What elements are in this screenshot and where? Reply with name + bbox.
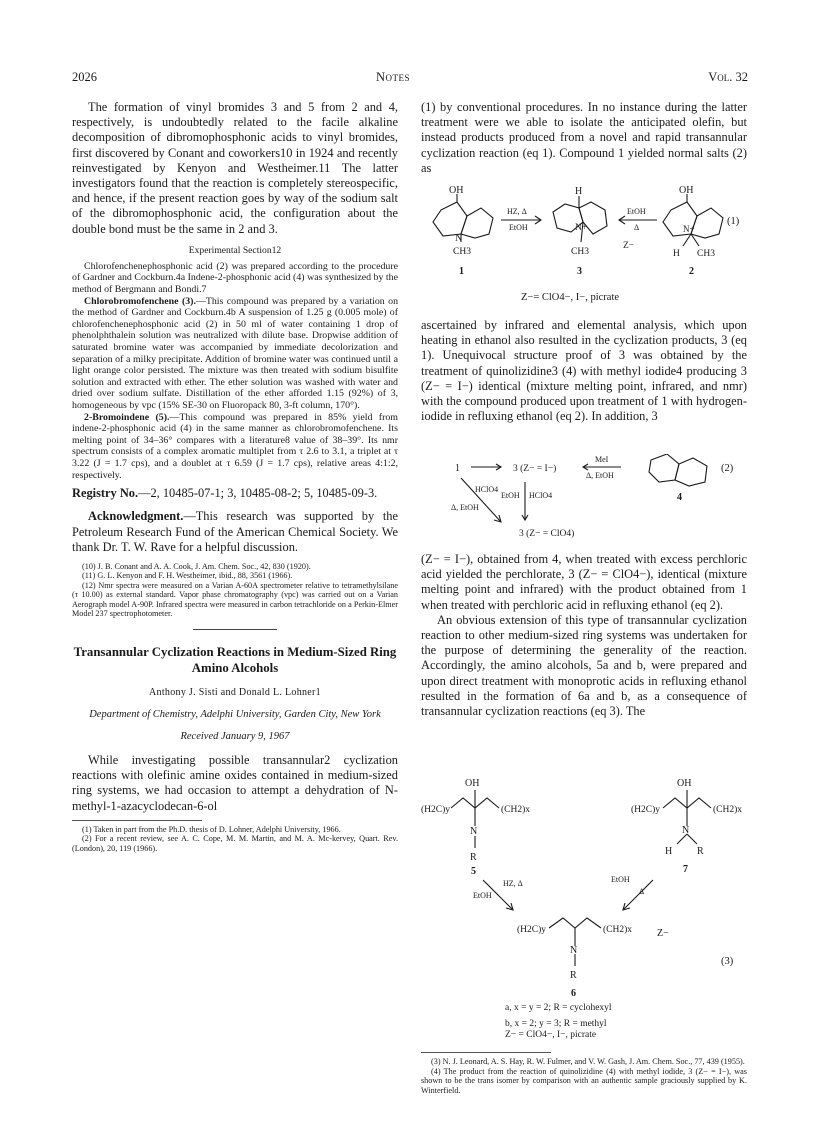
article-authors: Anthony J. Sisti and Donald L. Lohner1 <box>149 686 321 698</box>
experimental-paragraph-1: Chlorofenchenephosphonic acid (2) was prepared according to the procedure of Gardner and Cockburn.4a Indene-2-phosphonic acid (4) was synthesized by the method of Bergmann and Bondi.7 <box>72 260 398 296</box>
registry-text: —2, 10485-07-1; 3, 10485-08-2; 5, 10485-09-3. <box>138 486 378 501</box>
equation-1-scheme <box>421 186 747 314</box>
equation-2-scheme <box>421 454 747 546</box>
eq2-compound-1: 1 <box>455 463 460 474</box>
volume: Vol. 32 <box>708 70 748 84</box>
eq3-n-c: N <box>570 945 578 956</box>
acknowledgment-label: Acknowledgment. <box>88 509 184 524</box>
right-footnote-rule <box>421 1052 551 1053</box>
page-header <box>72 70 748 88</box>
eq3-definition-b: b, x = 2; y = 3; R = methyl <box>505 1019 607 1029</box>
eq1-oh-right: OH <box>679 186 694 196</box>
eq1-label-3: 3 <box>577 266 582 277</box>
references-list <box>72 562 398 619</box>
eq3-number: (3) <box>721 956 734 967</box>
right-paragraph-1: (1) by conventional procedures. In no instance during the latter treatment were we able to isolate the anticipated olefin, but instead products produced from a novel and rapid transannular cyclization reaction (eq 1). Compound 1 yielded normal salts (2) as <box>421 100 747 175</box>
eq2-etoh-a: Δ, EtOH <box>451 503 479 512</box>
eq2-hclo4-b: HClO4 <box>529 491 553 500</box>
eq1-label-1: 1 <box>459 266 464 277</box>
eq2-compound-3b: 3 (Z− = ClO4) <box>519 529 575 539</box>
experimental-heading: Experimental Section12 <box>188 244 282 256</box>
eq1-reagent-right: EtOH <box>627 207 646 216</box>
right-paragraph-3: (Z− = I−), obtained from 4, when treated with excess perchloric acid yielded the perchlorate, 3 (Z− = ClO4−), identical (mixture melting point and infrared) with the product obtained from 1 when treated with perchloric acid in refluxing ethanol (eq 2). <box>421 552 747 612</box>
footnote-rule <box>72 820 202 821</box>
eq1-n-right: N+ <box>683 224 695 234</box>
eq3-definition-a: a, x = y = 2; R = cyclohexyl <box>505 1003 612 1013</box>
eq2-compound-3a: 3 (Z− = I−) <box>513 464 557 474</box>
compound-5-label: 2-Bromoindene (5). <box>84 411 170 423</box>
eq2-hclo4-a: HClO4 <box>475 485 499 494</box>
article-title: Transannular Cyclization Reactions in Medium-Sized Ring Amino Alcohols <box>73 644 397 675</box>
eq1-n-plus: N+ <box>575 223 588 233</box>
eq1-reagent-left: HZ, Δ <box>507 207 527 216</box>
eq1-h-right: H <box>673 249 680 259</box>
experimental-paragraph-3 <box>72 412 398 482</box>
eq3-n-a: N <box>470 826 478 837</box>
eq3-label-5: 5 <box>471 866 476 877</box>
eq3-n-b: N <box>682 825 690 836</box>
eq3-ring-c-right: (CH2)x <box>603 925 633 935</box>
ring-4a <box>649 454 679 482</box>
right-column <box>421 100 747 176</box>
registry-paragraph <box>72 486 398 501</box>
eq1-ch3-left: CH3 <box>453 247 471 257</box>
eq1-h-mid: H <box>575 186 583 197</box>
right-paragraph-2: ascertained by infrared and elemental analysis, which upon heating in ethanol also resulted in the cyclization products, 3 (eq 1). Unequivocal structure proof of 3 was obtained by the treatment of quinolizidine3 (4) with methyl iodide4 producing 3 (Z− = I−) identical (mixture melting point, infrared, and nmr) with the compound produced upon treatment of 1 with hydrogen-iodide in refluxing ethanol (eq 2). In addition, 3 <box>421 318 747 424</box>
eq3-ring-b-left: (H2C)y <box>631 805 661 815</box>
eq3-ring-a-right: (CH2)x <box>501 805 531 815</box>
eq1-number: (1) <box>727 216 740 227</box>
footnote-3: (3) N. J. Leonard, A. S. Hay, R. W. Fulmer, and V. W. Gash, J. Am. Chem. Soc., 77, 439 (1955). <box>431 1057 745 1066</box>
eq1-ch3-mid: CH3 <box>571 247 589 257</box>
right-block-2 <box>421 318 747 424</box>
eq3-definitions <box>421 1019 747 1041</box>
eq3-ring-b-right: (CH2)x <box>713 805 743 815</box>
reference-12: (12) Nmr spectra were measured on a Varian A-60A spectrometer relative to tetramethylsilane (τ 10.00) as external standard. Vapor phase chromatography (vpc) was carried out on a Varian Aerograph model A-90P. Infrared spectra were measured in carbon tetrachloride on a Perkin-Elmer Model 237 spectrophotometer. <box>72 580 398 619</box>
eq2-conditions: Δ, EtOH <box>586 471 614 480</box>
registry-label: Registry No. <box>72 486 139 501</box>
acknowledgment-text: —This research was supported by the Petroleum Research Fund of the American Chemical Society. We thank Dr. T. W. Rave for a helpful discussion. <box>72 509 398 554</box>
eq2-mei: MeI <box>595 455 609 464</box>
eq2-label-4: 4 <box>677 492 682 503</box>
article-affiliation: Department of Chemistry, Adelphi University, Garden City, New York <box>89 708 381 720</box>
eq3-z: Z− <box>657 928 669 939</box>
eq3-delta: Δ <box>639 887 645 896</box>
eq1-ch3-right: CH3 <box>697 249 715 259</box>
eq1-oh-left: OH <box>449 186 464 196</box>
left-column <box>72 100 398 853</box>
eq3-label-6: 6 <box>571 988 576 999</box>
reference-10: (10) J. B. Conant and A. A. Cook, J. Am. Chem. Soc., 42, 830 (1920). <box>82 561 311 571</box>
footnote-4: (4) The product from the reaction of quinolizidine (4) with methyl iodide, 3 (Z− = I−), was shown to be the trans isomer by comparison with an authentic sample graciously supplied by K. Winterfield. <box>421 1066 747 1095</box>
eq1-n-left: N <box>455 233 463 244</box>
eq3-ring-a-left: (H2C)y <box>421 805 451 815</box>
eq2-etoh-b: EtOH <box>501 491 520 500</box>
right-paragraph-4: An obvious extension of this type of transannular cyclization reaction to other medium-sized ring systems was undertaken for the purpose of determining the generality of the reaction. Accordingly, the amino alcohols, 5a and b, were prepared and upon direct treatment with monoprotic acids in refluxing ethanol resulted in the formation of 6a and b, as a consequence of transannular cyclization reactions (eq 3). The <box>421 612 747 719</box>
compound-3-label: Chlorobromofenchene (3). <box>84 295 196 307</box>
footnote-2: (2) For a recent review, see A. C. Cope, M. M. Martin, and M. A. Mc-kervey, Quart. Rev. (London), 20, 119 (1966). <box>72 834 398 853</box>
eq2-number: (2) <box>721 463 734 474</box>
ring-4b <box>675 458 707 486</box>
eq1-z-minus: Z− <box>623 241 635 251</box>
right-footnotes <box>421 1046 747 1095</box>
eq3-label-7: 7 <box>683 864 688 875</box>
compound-5-text: —This compound was prepared in 85% yield from indene-2-phosphonic acid (4) in the same manner as chlorobromofenchene. Its melting point of 34–36° compares with a literature8 value of 38–39°. Its nmr spectrum consists of a complex aromatic multiplet from τ 2.6 to 3.1, a triplet at τ 3.22 (J = 1.7 cps), and a doublet at τ 6.59 (J = 1.7 cps), relative areas 4:1:2, respectively. <box>72 411 398 481</box>
reference-11: (11) G. L. Kenyon and F. H. Westheimer, ibid., 88, 3561 (1966). <box>82 571 293 581</box>
article-paragraph-1: While investigating possible transannular2 cyclization reactions with olefinic amine oxides contained in medium-sized ring systems, we had occasion to attempt a dehydration of N-methyl-1-azacyclodecan-6-ol <box>72 752 398 813</box>
eq1-label-2: 2 <box>689 266 694 277</box>
eq3-definition-z: Z− = ClO4−, I−, picrate <box>505 1030 597 1040</box>
eq3-etoh-2: EtOH <box>611 875 630 884</box>
eq3-h-b: H <box>665 846 673 857</box>
experimental-paragraph-2 <box>72 296 398 412</box>
eq1-solvent-left: EtOH <box>509 223 528 232</box>
eq3-oh-b: OH <box>677 778 692 789</box>
ring-1b <box>461 208 493 238</box>
eq1-z-definition: Z−= ClO4−, I−, picrate <box>521 292 620 303</box>
eq3-etoh-1: EtOH <box>473 891 492 900</box>
article-divider <box>193 629 277 630</box>
eq3-r-c: R <box>570 970 577 981</box>
eq3-oh-a: OH <box>465 778 480 789</box>
eq3-ring-c-left: (H2C)y <box>517 925 547 935</box>
ring-2b <box>691 208 723 238</box>
received-date: Received January 9, 1967 <box>180 730 290 742</box>
equation-3-scheme <box>421 776 747 1018</box>
footnote-1: (1) Taken in part from the Ph.D. thesis of D. Lohner, Adelphi University, 1966. <box>82 824 341 834</box>
eq3-hz: HZ, Δ <box>503 879 523 888</box>
right-block-3 <box>421 552 747 719</box>
section-name: Notes <box>376 70 411 84</box>
compound-3-text: —This compound was prepared by a variation on the method of Gardner and Cockburn.4b A suspension of 1.25 g (0.005 mole) of chlorofenchenephosphonic acid (2) in 50 ml of water containing 1 drop of phenolphthalein solution was neutralized with dilute base. Dropwise addition of saturated bromine water was accompanied by immediate decolorization and separation of a milky precipitate. Addition of bromine water was continued until a light orange color persisted. The mixture was then treated with sodium bisulfite solution and extracted with ether. The ether solution was washed with water and dried over sodium sulfate. Distillation of the ether afforded 1.15 (92%) of 3, homogeneous by vpc (15% SE-30 on Fluoropack 80, 3-ft column, 170°). <box>72 295 399 411</box>
eq3-r-b: R <box>697 846 704 857</box>
eq3-r-a: R <box>470 852 477 863</box>
intro-paragraph: The formation of vinyl bromides 3 and 5 from 2 and 4, respectively, is undoubtedly related to the facile alkaline decomposition of dibromophosphonic acids to vinyl bromides, first discovered by Conant and coworkers10 in 1924 and recently reinvestigated by Kenyon and Westheimer.11 The latter investigators found that the reaction is completely stereospecific, and hence, if the present reaction goes by way of the sodium salt of the dibromophosphonic acid, the configuration about the double bond must be the same in 2 and 3. <box>72 100 398 236</box>
page-number: 2026 <box>72 70 97 84</box>
eq1-cond-right: Δ <box>634 223 640 232</box>
acknowledgment-paragraph <box>72 509 398 555</box>
